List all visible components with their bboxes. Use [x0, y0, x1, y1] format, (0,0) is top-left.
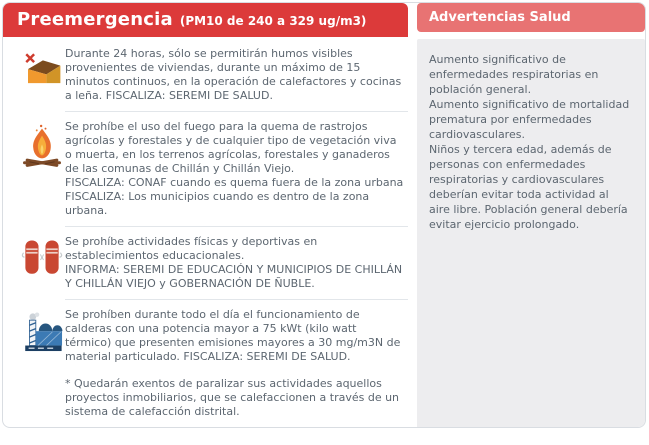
restriction-text: Durante 24 horas, sólo se permitirán humos visibles provenientes de viviendas, durante un máximo de 15 minutos continuos, en la operación de calefactores y cocinas a leña. FISCALIZA: SEREMI DE SALUD.: [65, 47, 402, 102]
restriction-text: FISCALIZA: Los municipios cuando es dentro de la zona urbana.: [65, 190, 370, 217]
health-warnings-panel: [417, 3, 645, 427]
restriction-text: FISCALIZA: CONAF cuando es quema fuera de la zona urbana: [65, 176, 404, 189]
restriction-text: INFORMA: SEREMI DE EDUCACIÓN Y MUNICIPIOS DE CHILLÁN Y CHILLÁN VIEJO y GOBERNACIÓN DE ÑUBLE.: [65, 263, 403, 290]
factory-icon: [3, 308, 65, 419]
advertencias-salud-title: Advertencias Salud: [429, 10, 571, 25]
health-warning-text: Niños y tercera edad, además de personas con enfermedades respiratorias y cardiovasculares deberían evitar toda actividad al aire libre. Población general debería evitar ejercicio prolongado.: [429, 143, 628, 231]
health-warning-text: Aumento significativo de mortalidad prematura por enfermedades cardiovasculares.: [429, 98, 630, 141]
restriction-section-quemas: [3, 120, 408, 227]
restriction-text: Se prohíbe actividades físicas y deportivas en establecimientos educacionales.: [65, 235, 318, 262]
preemergencia-card: [2, 2, 646, 428]
restrictions-list: [3, 37, 408, 427]
footwear-icon: [3, 235, 65, 300]
restriction-section-calderas: [3, 308, 408, 419]
restriction-section-deportes: [3, 235, 408, 300]
restriction-text-cell: [65, 308, 408, 419]
house-no-smoke-icon: [3, 47, 65, 112]
panel-divider-gap: [408, 3, 417, 427]
campfire-icon: [3, 120, 65, 227]
health-warnings-body: [417, 39, 645, 427]
restriction-text-cell: [65, 47, 408, 112]
health-warning-text: Aumento significativo de enfermedades respiratorias en población general.: [429, 53, 599, 96]
restriction-text-cell: [65, 235, 408, 300]
preemergencia-title: Preemergencia: [17, 9, 173, 30]
restriction-text: Se prohíben durante todo el día el funcionamiento de calderas con una potencia mayor a 75 kWt (kilo watt térmico) que presenten emisiones mayores a 30 mg/m3N de material particulado. FISCALIZA: SEREMI DE SALUD.: [65, 308, 401, 363]
preemergencia-header: [3, 3, 408, 37]
restriction-text: Se prohíbe el uso del fuego para la quema de rastrojos agrícolas y forestales y de cualquier tipo de vegetación viva o muerta, en los terrenos agrícolas, forestales y ganaderos de las comunas de Chillán y Chillán Viejo.: [65, 120, 397, 175]
restriction-section-viviendas: [3, 47, 408, 112]
restriction-footnote: * Quedarán exentos de paralizar sus actividades aquellos proyectos inmobiliarios, que se calefaccionen a través de un sistema de calefacción distrital.: [65, 377, 400, 418]
restrictions-panel: [3, 3, 408, 427]
restriction-text-cell: [65, 120, 408, 227]
pm10-range-subtitle: (PM10 de 240 a 329 ug/m3): [179, 14, 367, 28]
advertencias-salud-header: [417, 3, 645, 32]
